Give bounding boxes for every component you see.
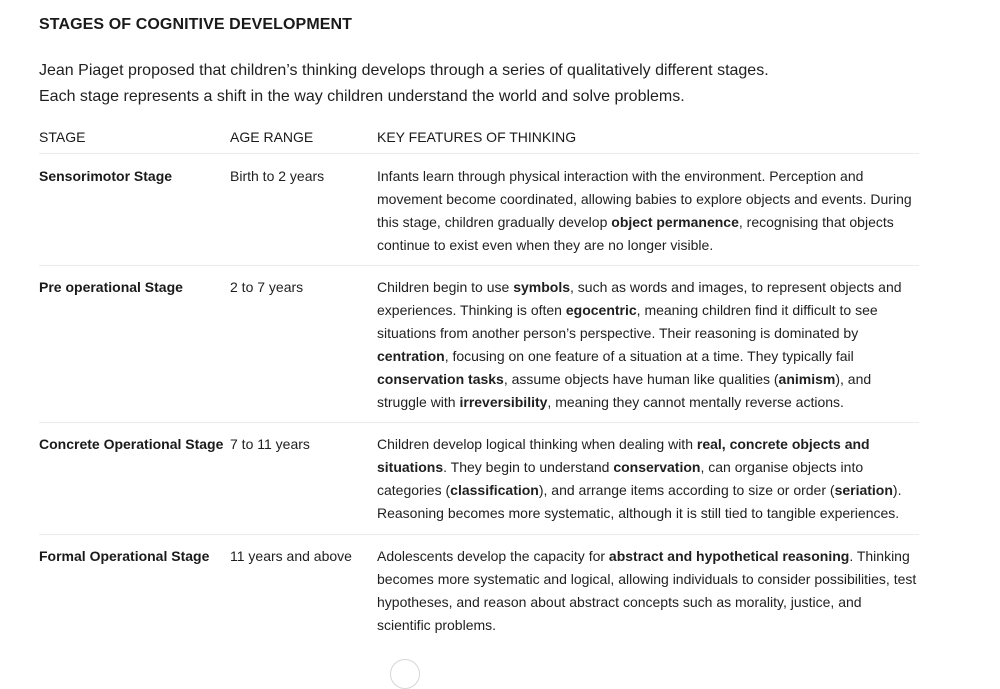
- age-range: 11 years and above: [230, 548, 352, 564]
- stage-name: Pre operational Stage: [39, 279, 183, 295]
- header-stage: STAGE: [39, 129, 86, 145]
- key-term: conservation: [613, 459, 701, 475]
- table-header-row: [39, 128, 919, 154]
- header-key-features: KEY FEATURES OF THINKING: [377, 129, 577, 145]
- key-features: Children begin to use symbols, such as words and images, to represent objects and experiences. Thinking is often egocentric, meaning children find it difficult to see situations from another person’s perspective. Their reasoning is dominated by centration, focusing on one feature of a situation at a time. They typically fail conservation tasks, assume objects have human like qualities (animism), and struggle with irreversibility, meaning they cannot mentally reverse actions.: [377, 279, 902, 410]
- key-term: irreversibility: [459, 394, 548, 410]
- age-range: Birth to 2 years: [230, 168, 325, 184]
- key-term: abstract and hypothetical reasoning: [608, 548, 850, 564]
- table-row: [39, 535, 919, 645]
- age-range: 2 to 7 years: [230, 279, 304, 295]
- header-age-range: AGE RANGE: [230, 129, 314, 145]
- intro-paragraph: [39, 58, 919, 110]
- key-features: Children develop logical thinking when dealing with real, concrete objects and situations. They begin to understand conservation, can organise objects into categories (classification), and arrange items according to size or order (seriation). Reasoning becomes more systematic, although it is still tied to tangible experiences.: [377, 436, 902, 521]
- stage-name: Formal Operational Stage: [39, 548, 210, 564]
- key-term: symbols: [513, 279, 571, 295]
- key-term: animism: [778, 371, 836, 387]
- key-features: Infants learn through physical interaction with the environment. Perception and movement become coordinated, allowing babies to explore objects and events. During this stage, children gradually develop object permanence, recognising that objects continue to exist even when they are no longer visible.: [377, 168, 912, 253]
- table-row: [39, 154, 919, 266]
- key-term: classification: [450, 482, 539, 498]
- key-term: seriation: [834, 482, 893, 498]
- stage-name: Concrete Operational Stage: [39, 436, 224, 452]
- key-term: conservation tasks: [377, 371, 504, 387]
- intro-line: Each stage represents a shift in the way children understand the world and solve problems.: [39, 88, 685, 105]
- age-range: 7 to 11 years: [230, 436, 310, 452]
- table-row: [39, 266, 919, 423]
- key-features: Adolescents develop the capacity for abstract and hypothetical reasoning. Thinking becomes more systematic and logical, allowing individuals to consider possibilities, test hypotheses, and reason about abstract concepts such as morality, justice, and scientific problems.: [377, 548, 917, 633]
- key-term: centration: [377, 348, 445, 364]
- scroll-to-bottom-button[interactable]: [390, 659, 420, 689]
- key-term: egocentric: [565, 302, 637, 318]
- key-term: real, concrete objects and situations: [377, 436, 870, 475]
- table-row: [39, 423, 919, 535]
- intro-line: Jean Piaget proposed that children’s thinking develops through a series of qualitatively different stages.: [39, 62, 769, 79]
- stage-name: Sensorimotor Stage: [39, 168, 173, 184]
- key-term: object permanence: [611, 214, 739, 230]
- page-title: STAGES OF COGNITIVE DEVELOPMENT: [39, 16, 353, 33]
- stages-table: [39, 128, 919, 645]
